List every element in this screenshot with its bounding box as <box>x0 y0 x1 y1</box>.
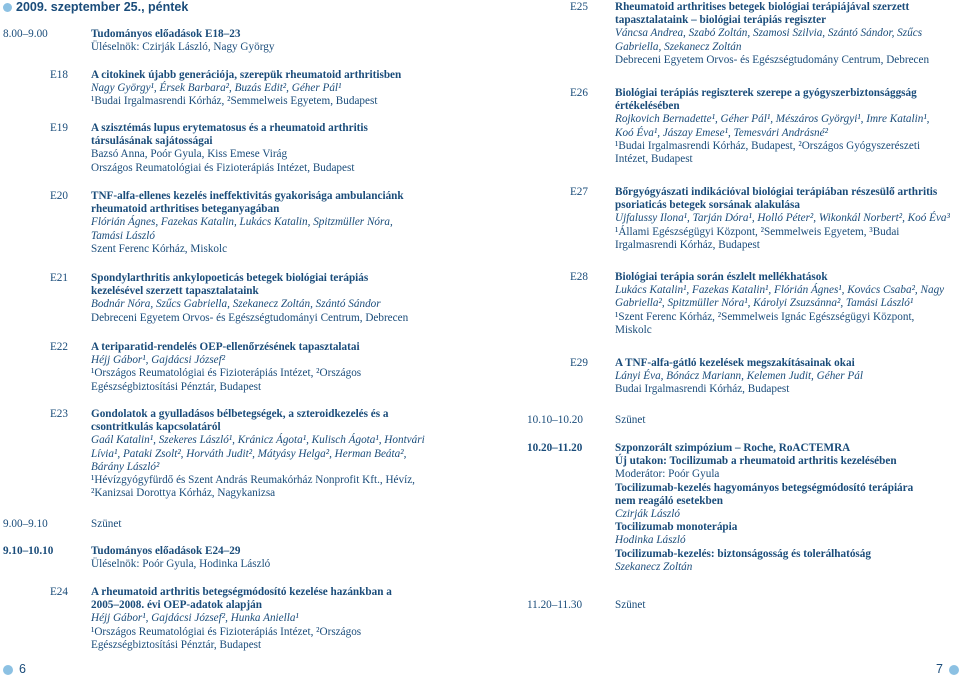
talk-author: Czirják László <box>615 508 680 521</box>
abstract-e23 <box>91 408 425 500</box>
abstract-title: értékelésében <box>615 100 680 113</box>
abstract-e19 <box>91 122 368 175</box>
abstract-affiliation: Egészségbiztosítási Pénztár, Budapest <box>91 380 262 393</box>
abstract-affiliation: ¹Hévízgyógyfürdő és Szent András Reumakórház Nonprofit Kft., Hévíz, <box>91 474 415 487</box>
break-label: Szünet <box>615 414 646 426</box>
abstract-authors: Koó Éva¹, Jászay Emese¹, Temesvári Andrásné² <box>615 126 828 139</box>
session1-heading <box>91 28 274 54</box>
abstract-authors: Tamási László <box>91 229 155 242</box>
abstract-title: 2005–2008. évi OEP-adatok alapján <box>91 599 262 612</box>
abstract-e24 <box>91 586 392 652</box>
abstract-authors: Flórián Ágnes, Fazekas Katalin, Lukács Katalin, Spitzmüller Nóra, <box>91 216 393 229</box>
abstract-title: Bőrgyógyászati indikációval biológiai terápiában részesülő arthritis <box>615 186 938 198</box>
abstract-title: A teriparatid-rendelés OEP-ellenőrzésének tapasztalatai <box>91 341 360 353</box>
break-label: Szünet <box>91 518 122 530</box>
abstract-title: A rheumatoid arthritis betegségmódosító kezelése hazánkban a <box>91 586 392 598</box>
talk-title: Tocilizumab monoterápia <box>615 521 738 534</box>
abstract-affiliation: Intézet, Budapest <box>615 153 693 166</box>
symposium-moderator: Moderátor: Poór Gyula <box>615 468 720 481</box>
abstract-affiliation: Debreceni Egyetem Orvos- és Egészségtudomány Centrum, Debrecen <box>615 53 930 66</box>
abstract-affiliation: Országos Reumatológiai és Fizioterápiás Intézet, Budapest <box>91 161 355 174</box>
abstract-affiliation: Egészségbiztosítási Pénztár, Budapest <box>91 638 262 651</box>
abstract-affiliation: ¹Állami Egészségügyi Központ, ²Semmelweis Egyetem, ³Budai <box>615 225 900 238</box>
bullet-dot-icon <box>3 665 13 675</box>
abstract-authors: Lívia¹, Pataki Zsolt², Horváth Judit², Mátyásy Helga², Herman Beáta², <box>91 447 407 460</box>
abstract-e28 <box>615 271 944 337</box>
break-label: Szünet <box>615 599 646 611</box>
abstract-e29 <box>615 357 863 397</box>
abstract-authors: Gabriella², Spitzmüller Nóra¹, Károlyi Zsuzsánna², Tamási László¹ <box>615 297 914 310</box>
abstract-e22 <box>91 341 361 394</box>
break-time: 9.00–9.10 <box>3 518 48 530</box>
abstract-affiliation: ¹Országos Reumatológiai és Fizioterápiás Intézet, ²Országos <box>91 367 362 380</box>
abstract-e25 <box>615 1 929 67</box>
abstract-authors: Héjj Gábor¹, Gajdácsi József², Hunka Aniella¹ <box>91 612 299 625</box>
page-number: 6 <box>19 662 26 676</box>
break-time: 10.10–10.20 <box>527 414 583 426</box>
abstract-title: társulásának sajátosságai <box>91 135 213 148</box>
page-header <box>3 1 188 14</box>
abstract-affiliation: ¹Szent Ferenc Kórház, ²Semmelweis Ignác Egészségügyi Központ, <box>615 310 915 323</box>
abstract-code: E25 <box>569 1 588 13</box>
abstract-code: E20 <box>49 190 68 202</box>
symposium-time: 10.20–11.20 <box>527 442 583 454</box>
abstract-affiliation: Budai Irgalmasrendi Kórház, Budapest <box>615 383 790 396</box>
abstract-code: E26 <box>569 87 588 99</box>
session2-title: Tudományos előadások E24–29 <box>91 545 241 557</box>
session2-time: 9.10–10.10 <box>3 545 54 557</box>
abstract-title: A citokinek újabb generációja, szerepük rheumatoid arthritisben <box>91 69 402 81</box>
abstract-title: tapasztalataink – biológiai terápiás regiszter <box>615 14 827 27</box>
abstract-code: E29 <box>569 357 588 369</box>
abstract-e18 <box>91 69 401 109</box>
page-number: 7 <box>936 662 943 676</box>
abstract-authors: Váncsa Andrea, Szabó Zoltán, Szamosi Szilvia, Szántó Sándor, Szűcs <box>615 27 923 40</box>
abstract-affiliation: Szent Ferenc Kórház, Miskolc <box>91 242 228 255</box>
abstract-title: csontritkulás kapcsolatáról <box>91 421 221 434</box>
abstract-affiliation: Irgalmasrendi Kórház, Budapest <box>615 238 760 251</box>
abstract-code: E18 <box>49 69 68 81</box>
abstract-affiliation: ¹Országos Reumatológiai és Fizioterápiás Intézet, ²Országos <box>91 625 362 638</box>
abstract-affiliation: Miskolc <box>615 323 652 336</box>
bullet-dot-icon <box>949 665 959 675</box>
abstract-code: E21 <box>49 272 68 284</box>
abstract-title: Rheumatoid arthritises betegek biológiai terápiájával szerzett <box>615 1 910 13</box>
abstract-e20 <box>91 190 404 256</box>
abstract-affiliation: Debreceni Egyetem Orvos- és Egészségtudományi Centrum, Debrecen <box>91 311 409 324</box>
abstract-code: E28 <box>569 271 588 283</box>
abstract-title: kezelésével szerzett tapasztalataink <box>91 285 259 298</box>
talk-title: Tocilizumab-kezelés: biztonságosság és tolerálhatóság <box>615 547 871 560</box>
session1-title: Tudományos előadások E18–23 <box>91 28 241 40</box>
abstract-authors: Rojkovich Bernadette¹, Géher Pál¹, Mészáros Györgyi¹, Imre Katalin¹, <box>615 113 930 126</box>
abstract-authors: Héjj Gábor¹, Gajdácsi József² <box>91 354 226 367</box>
abstract-code: E22 <box>49 341 68 353</box>
talk-title: Tocilizumab-kezelés hagyományos betegségmódosító terápiára <box>615 481 914 494</box>
abstract-title: Gondolatok a gyulladásos bélbetegségek, a szteroidkezelés és a <box>91 408 389 420</box>
abstract-authors: Nagy György¹, Érsek Barbara², Buzás Edit², Géher Pál¹ <box>91 82 342 95</box>
header-date: 2009. szeptember 25., péntek <box>16 0 189 14</box>
talk-title: nem reagáló esetekben <box>615 494 723 507</box>
symposium <box>615 442 913 574</box>
break-time: 11.20–11.30 <box>527 599 583 611</box>
session1-time: 8.00–9.00 <box>3 28 48 40</box>
abstract-e26 <box>615 87 929 166</box>
abstract-authors: Gaál Katalin¹, Szekeres László¹, Kránicz Ágota¹, Kulisch Ágota¹, Hontvári <box>91 434 425 447</box>
abstract-e21 <box>91 272 408 325</box>
abstract-code: E19 <box>49 122 68 134</box>
session2-chairs: Üléselnök: Poór Gyula, Hodinka László <box>91 558 271 571</box>
symposium-subtitle: Új utakon: Tocilizumab a rheumatoid arthritis kezelésében <box>615 455 897 468</box>
abstract-authors: Ujfalussy Ilona¹, Tarján Dóra¹, Holló Péter², Wikonkál Norbert², Koó Éva³ <box>615 212 950 225</box>
abstract-affiliation: ¹Budai Irgalmasrendi Kórház, ²Semmelweis Egyetem, Budapest <box>91 95 378 108</box>
abstract-title: Spondylarthritis ankylopoeticás betegek biológiai terápiás <box>91 272 369 284</box>
session1-chairs: Üléselnök: Czirják László, Nagy György <box>91 41 275 54</box>
symposium-title: Szponzorált szimpózium – Roche, RoACTEMRA <box>615 442 851 454</box>
abstract-title: Biológiai terápia során észlelt mellékhatások <box>615 271 828 283</box>
abstract-authors: Lányi Éva, Bónácz Mariann, Kelemen Judit, Géher Pál <box>615 370 863 383</box>
page-number-right <box>936 663 959 676</box>
abstract-title: TNF-alfa-ellenes kezelés ineffektivitás gyakorisága ambulanciánk <box>91 190 404 202</box>
abstract-code: E24 <box>49 586 68 598</box>
abstract-title: A TNF-alfa-gátló kezelések megszakításainak okai <box>615 357 855 369</box>
page-number-left <box>3 663 26 676</box>
talk-author: Szekanecz Zoltán <box>615 560 693 573</box>
abstract-authors: Lukács Katalin¹, Fazekas Katalin¹, Flórián Ágnes¹, Kovács Csaba², Nagy <box>615 284 945 297</box>
abstract-title: rheumatoid arthritises beteganyagában <box>91 203 280 216</box>
abstract-authors: Gabriella, Szekanecz Zoltán <box>615 40 742 53</box>
abstract-authors: Bárány László² <box>91 460 160 473</box>
abstract-affiliation: ²Kanizsai Dorottya Kórház, Nagykanizsa <box>91 487 276 500</box>
abstract-title: Biológiai terápiás regiszterek szerepe a gyógyszerbiztonsággság <box>615 87 917 99</box>
bullet-dot-icon <box>3 3 12 12</box>
abstract-title: A szisztémás lupus erytematosus és a rheumatoid arthritis <box>91 122 368 134</box>
abstract-code: E23 <box>49 408 68 420</box>
abstract-e27 <box>615 186 950 252</box>
abstract-code: E27 <box>569 186 588 198</box>
abstract-title: psoriaticás betegek sorsának alakulása <box>615 199 800 212</box>
abstract-affiliation: ¹Budai Irgalmasrendi Kórház, Budapest, ²Országos Gyógyszerészeti <box>615 139 921 152</box>
session2-heading <box>91 545 270 571</box>
talk-author: Hodinka László <box>615 534 686 547</box>
abstract-authors: Bazsó Anna, Poór Gyula, Kiss Emese Virág <box>91 148 288 161</box>
abstract-authors: Bodnár Nóra, Szűcs Gabriella, Szekanecz Zoltán, Szántó Sándor <box>91 298 381 311</box>
